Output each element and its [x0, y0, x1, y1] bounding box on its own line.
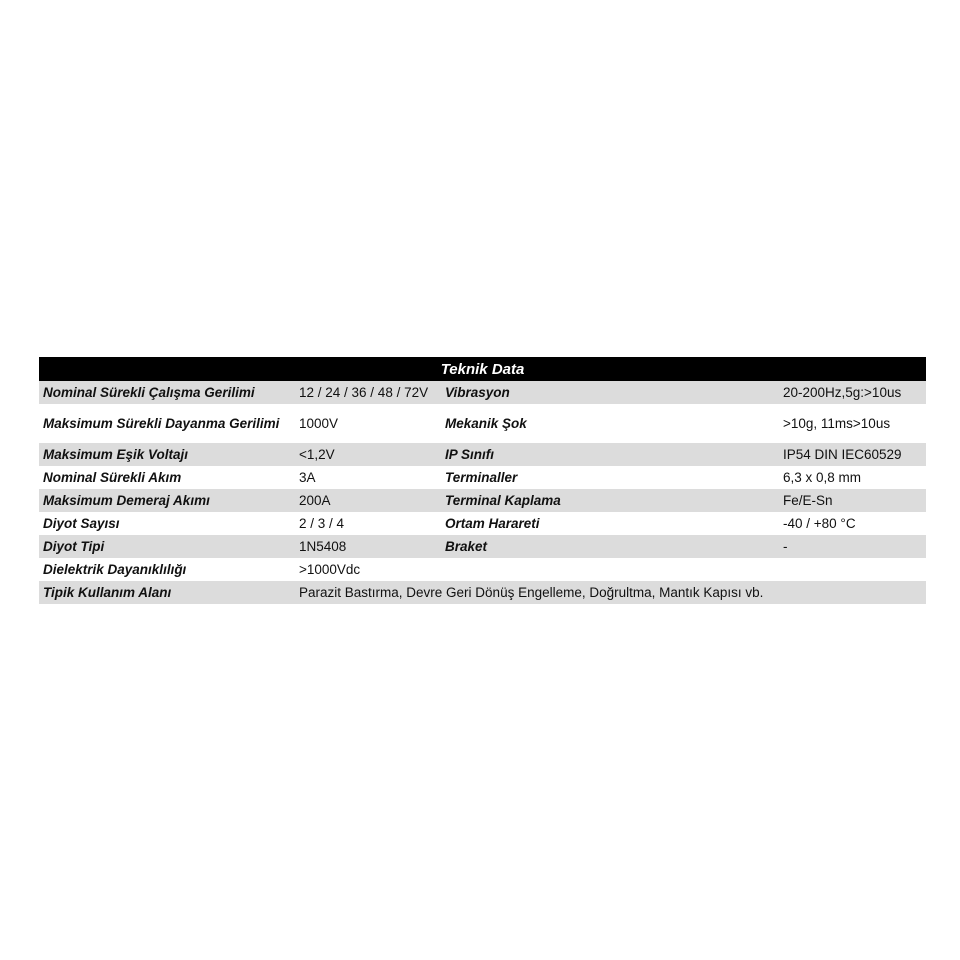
- spec-label: Mekanik Şok: [441, 404, 779, 443]
- table-row: [39, 466, 926, 489]
- spec-value: 20-200Hz,5g:>10us: [779, 381, 926, 404]
- table-row: [39, 512, 926, 535]
- technical-data-table: [39, 357, 926, 604]
- spec-label: Vibrasyon: [441, 381, 779, 404]
- table-header-row: [39, 357, 926, 381]
- spec-value: IP54 DIN IEC60529: [779, 443, 926, 466]
- spec-label: Maksimum Sürekli Dayanma Gerilimi: [39, 404, 295, 443]
- spec-label: Tipik Kullanım Alanı: [39, 581, 295, 604]
- spec-label: Diyot Sayısı: [39, 512, 295, 535]
- spec-value: <1,2V: [295, 443, 441, 466]
- spec-value: 3A: [295, 466, 441, 489]
- empty-cell: [441, 558, 779, 581]
- spec-label: IP Sınıfı: [441, 443, 779, 466]
- table-row: [39, 535, 926, 558]
- spec-value: -40 / +80 °C: [779, 512, 926, 535]
- spec-value: 12 / 24 / 36 / 48 / 72V: [295, 381, 441, 404]
- table-row: [39, 558, 926, 581]
- spec-value: Parazit Bastırma, Devre Geri Dönüş Engelleme, Doğrultma, Mantık Kapısı vb.: [295, 581, 926, 604]
- spec-label: Ortam Harareti: [441, 512, 779, 535]
- table-row: [39, 581, 926, 604]
- spec-label: Maksimum Eşik Voltajı: [39, 443, 295, 466]
- spec-label: Dielektrik Dayanıklılığı: [39, 558, 295, 581]
- spec-value: 200A: [295, 489, 441, 512]
- spec-value: >1000Vdc: [295, 558, 441, 581]
- spec-value: 2 / 3 / 4: [295, 512, 441, 535]
- table-row: [39, 443, 926, 466]
- empty-cell: [779, 558, 926, 581]
- spec-value: >10g, 11ms>10us: [779, 404, 926, 443]
- spec-value: 1N5408: [295, 535, 441, 558]
- spec-label: Nominal Sürekli Çalışma Gerilimi: [39, 381, 295, 404]
- table-title: Teknik Data: [39, 357, 926, 381]
- table-row: [39, 381, 926, 404]
- spec-value: -: [779, 535, 926, 558]
- spec-label: Nominal Sürekli Akım: [39, 466, 295, 489]
- spec-value: 1000V: [295, 404, 441, 443]
- spec-label: Maksimum Demeraj Akımı: [39, 489, 295, 512]
- spec-value: Fe/E-Sn: [779, 489, 926, 512]
- spec-label: Terminaller: [441, 466, 779, 489]
- table-row: [39, 404, 926, 443]
- table-row: [39, 489, 926, 512]
- spec-label: Braket: [441, 535, 779, 558]
- spec-label: Diyot Tipi: [39, 535, 295, 558]
- spec-value: 6,3 x 0,8 mm: [779, 466, 926, 489]
- spec-label: Terminal Kaplama: [441, 489, 779, 512]
